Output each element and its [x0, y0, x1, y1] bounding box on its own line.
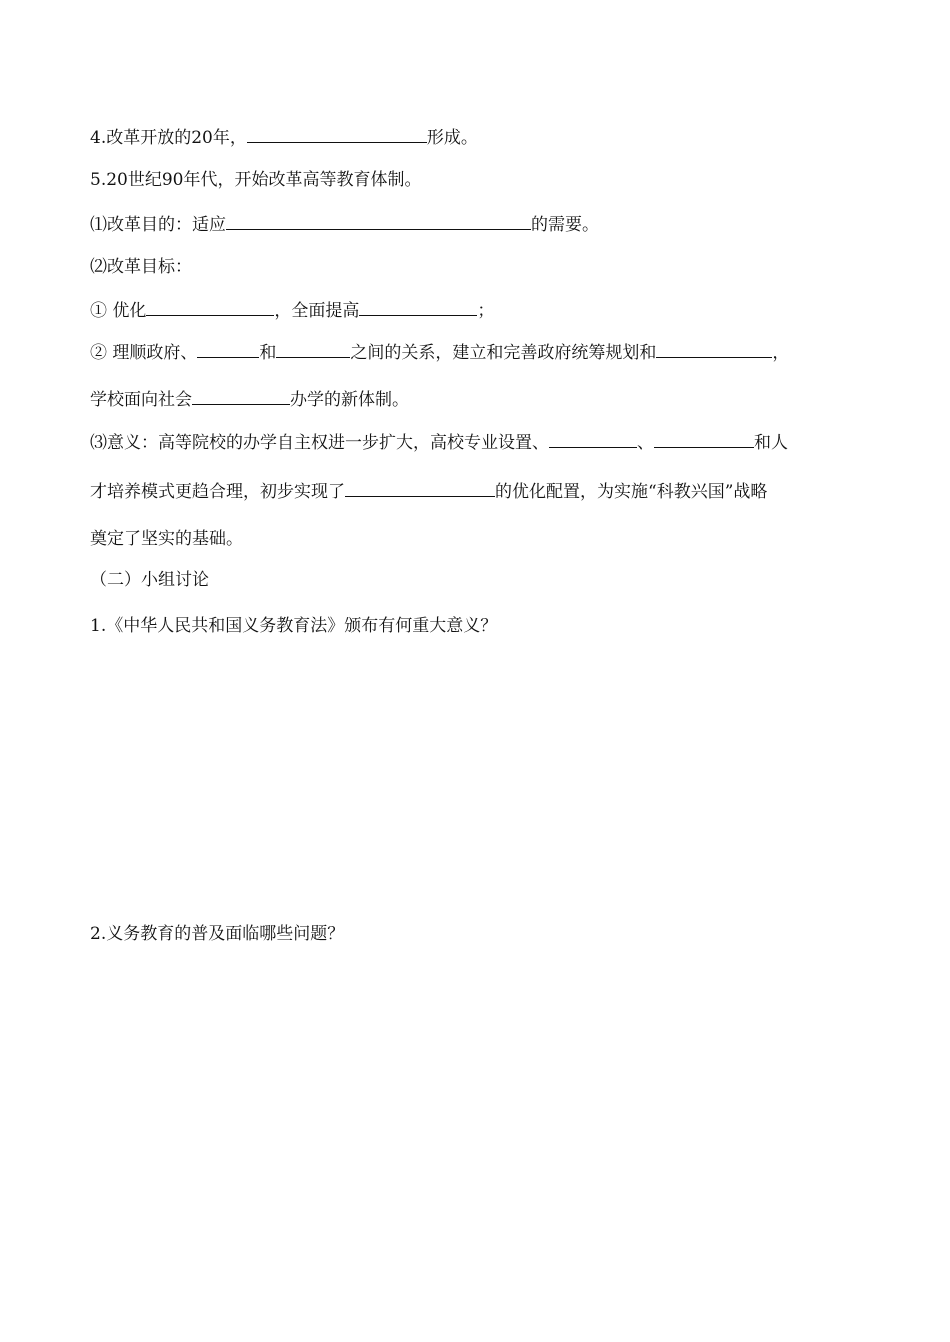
reform-goal-heading [90, 255, 192, 279]
significance-sep: 、 [637, 433, 654, 453]
item-4-line [90, 124, 478, 148]
fill-blank[interactable] [359, 297, 477, 316]
goal-1-line [90, 297, 494, 321]
goal-1-text: ① 优化 [90, 301, 147, 321]
significance-line-1 [90, 429, 788, 453]
fill-blank[interactable] [192, 386, 290, 405]
fill-blank[interactable] [654, 429, 754, 448]
reform-goal-label: ⑵改革目标： [90, 257, 192, 277]
fill-blank[interactable] [226, 211, 531, 230]
item-4-suffix: 形成。 [426, 128, 478, 148]
item-4-text: 4.改革开放的20年， [90, 128, 247, 148]
significance-line-2 [90, 478, 767, 502]
goal-1-mid: ，全面提高 [274, 301, 360, 321]
goal-2-cont-text: 学校面向社会 [90, 390, 192, 410]
fill-blank[interactable] [549, 429, 637, 448]
significance-text-1: ⑶意义：高等院校的办学自主权进一步扩大，高校专业设置、 [90, 433, 549, 453]
significance-end-2: 的优化配置，为实施“科教兴国”战略 [495, 482, 768, 502]
goal-2-line [90, 339, 789, 363]
group-discussion-heading [90, 568, 209, 592]
item-5-text: 5.20世纪90年代，开始改革高等教育体制。 [90, 170, 422, 190]
goal-2-text: ② 理顺政府、 [90, 343, 198, 363]
question-2-text: 2.义务教育的普及面临哪些问题？ [90, 924, 345, 944]
goal-2-end: ， [772, 343, 790, 363]
reform-purpose-suffix: 的需要。 [531, 215, 599, 235]
significance-text-3: 奠定了坚实的基础。 [90, 529, 243, 549]
fill-blank[interactable] [247, 124, 427, 143]
goal-1-end: ； [477, 301, 495, 321]
question-1 [90, 614, 497, 638]
goal-2-cont-line [90, 386, 409, 410]
fill-blank[interactable] [146, 297, 274, 316]
group-discussion-label: （二）小组讨论 [90, 570, 209, 590]
goal-2-and: 和 [259, 343, 277, 363]
question-1-text: 1.《中华人民共和国义务教育法》颁布有何重大意义？ [90, 616, 498, 636]
item-5-line [90, 168, 421, 192]
fill-blank[interactable] [345, 478, 495, 497]
reform-purpose-line [90, 211, 599, 235]
question-2 [90, 922, 344, 946]
fill-blank[interactable] [197, 339, 259, 358]
reform-purpose-label: ⑴改革目的：适应 [90, 215, 226, 235]
goal-2-cont-end: 办学的新体制。 [290, 390, 409, 410]
significance-end-1: 和人 [754, 433, 788, 453]
fill-blank[interactable] [656, 339, 772, 358]
significance-line-3 [90, 527, 243, 551]
significance-text-2: 才培养模式更趋合理，初步实现了 [90, 482, 345, 502]
fill-blank[interactable] [276, 339, 350, 358]
goal-2-mid: 之间的关系，建立和完善政府统筹规划和 [350, 343, 657, 363]
